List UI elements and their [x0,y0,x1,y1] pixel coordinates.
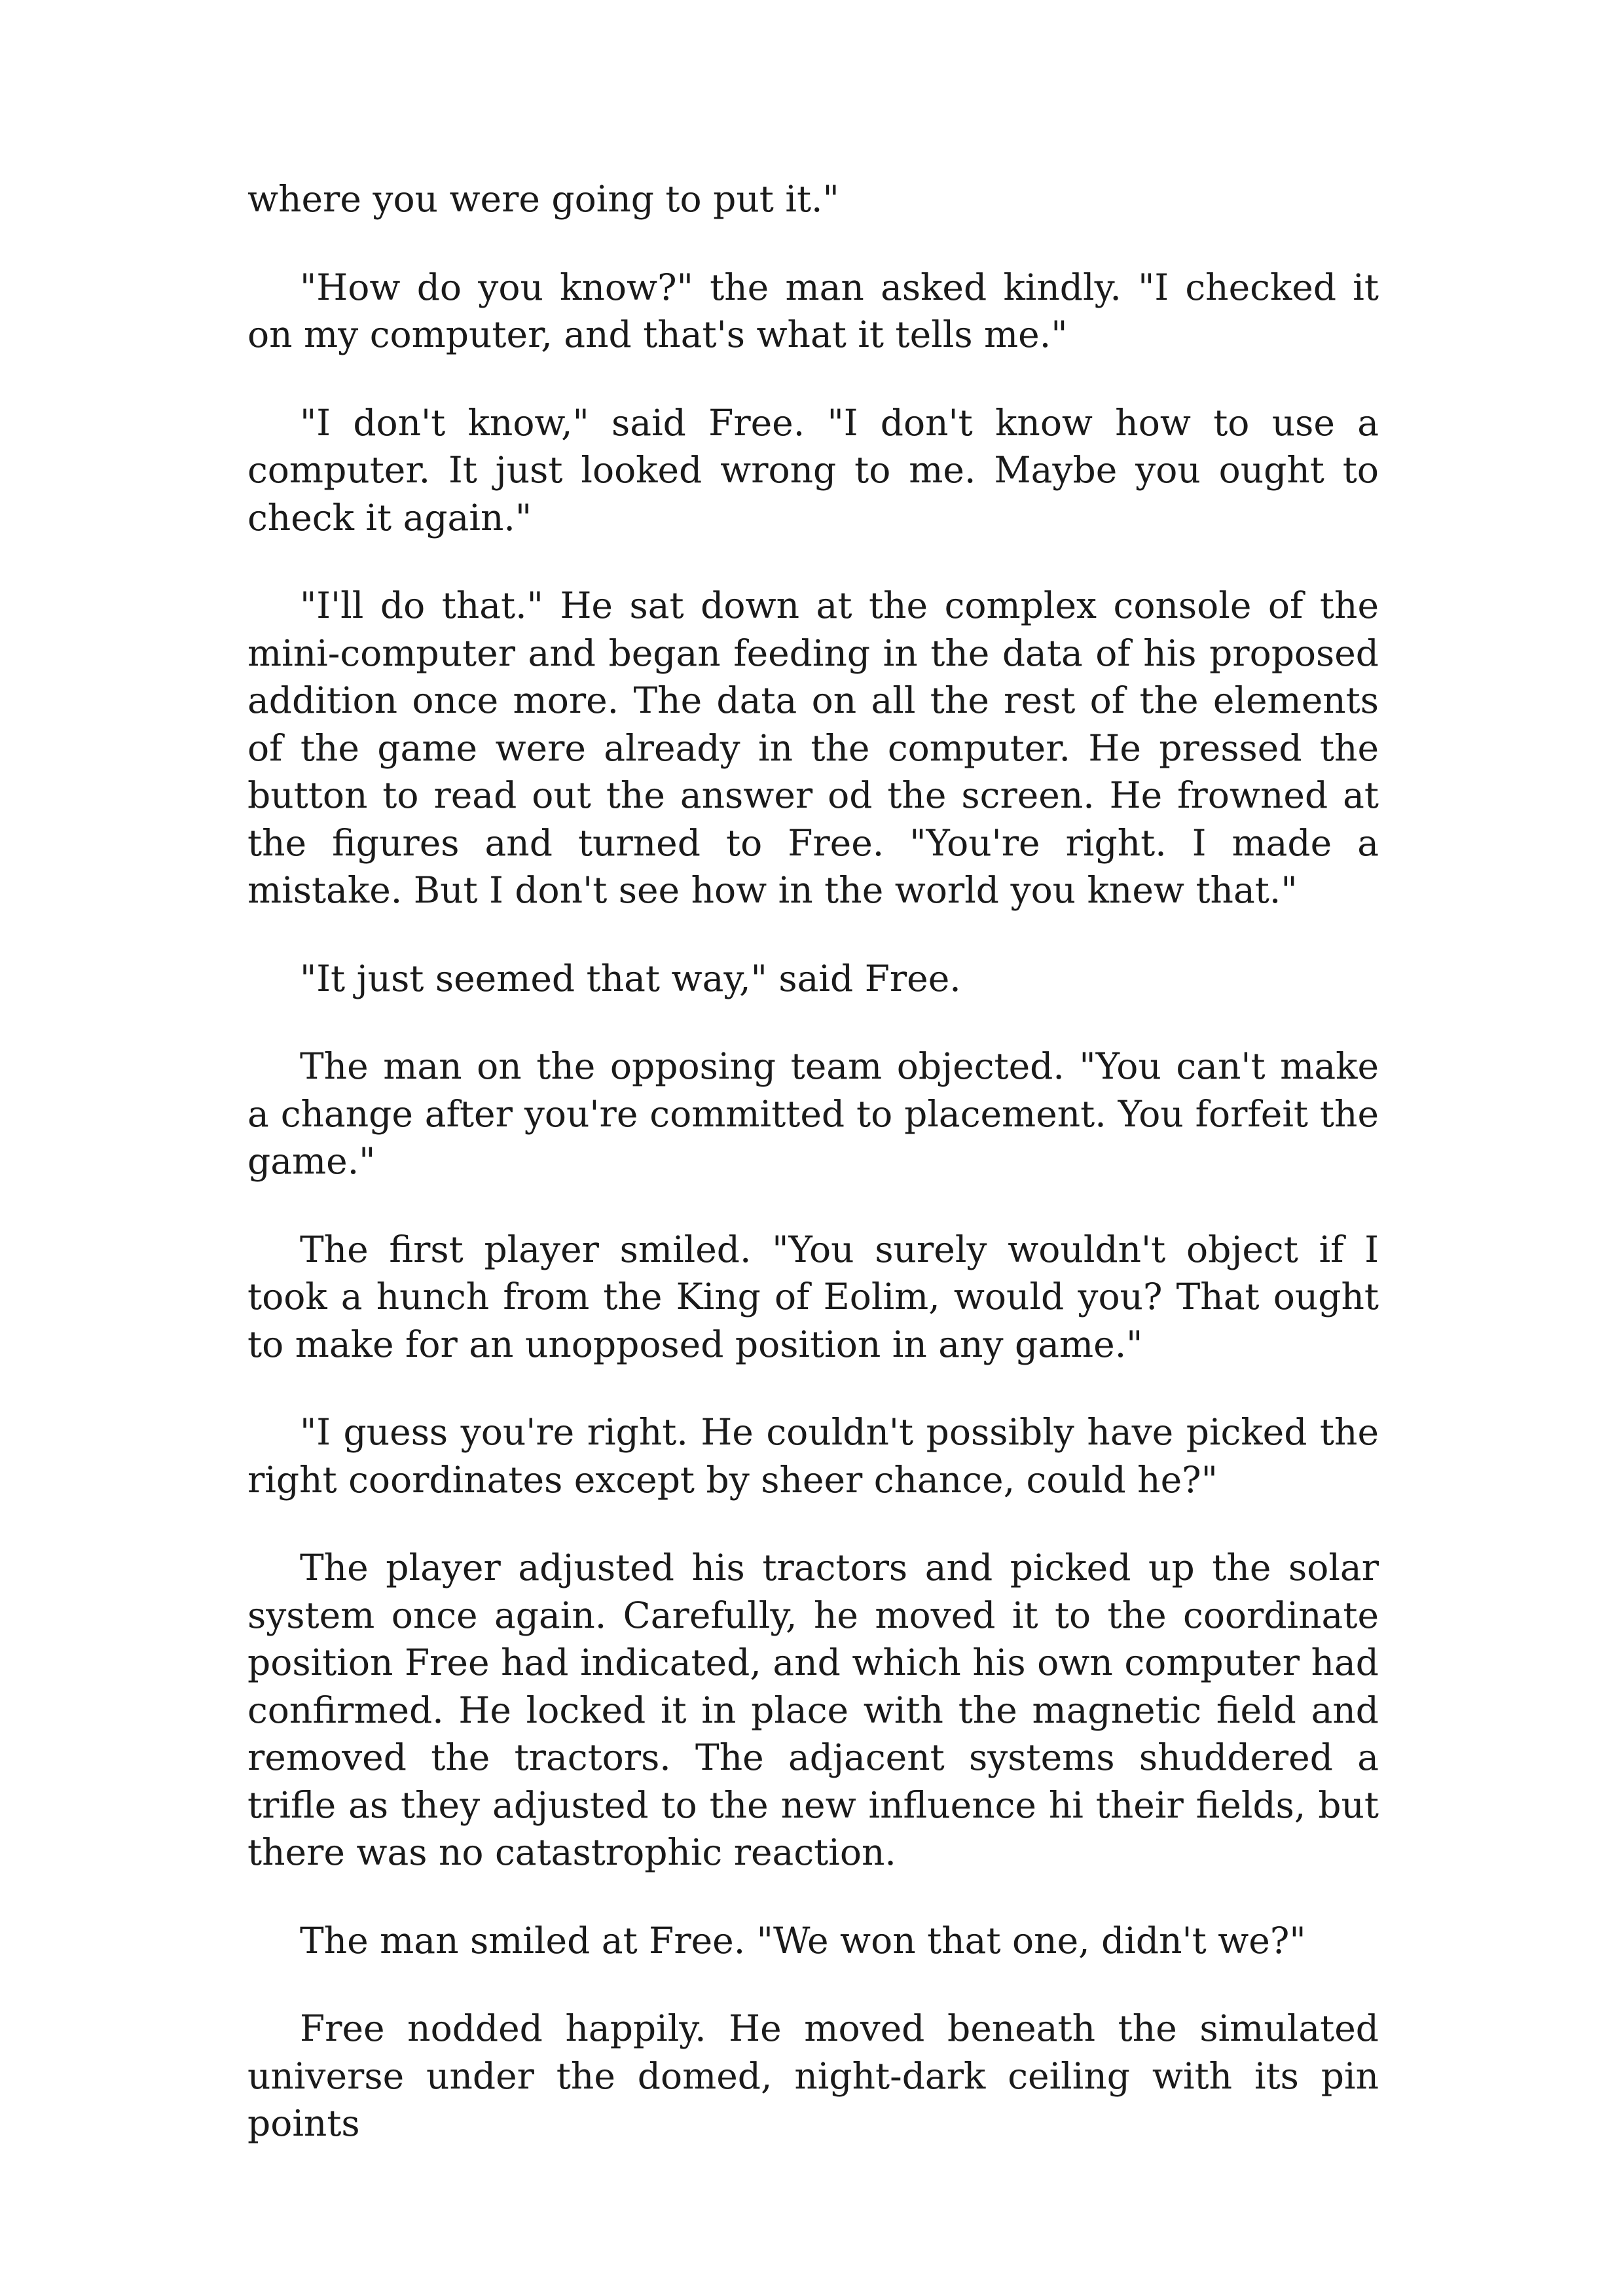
paragraph-7: The first player smiled. "You surely wouldn't object if I took a hunch from the King of Eolim, would you? That ought to make for an unopposed position in any game." [247,1228,1379,1365]
paragraph-4: "I'll do that." He sat down at the complex console of the mini-computer and began feeding in the data of his proposed addition once more. The data on all the rest of the elements of the game were already in the computer. He pressed the button to read out the answer od the screen. He frowned at the figures and turned to Free. "You're right. I made a mistake. But I don't see how in the world you knew that." [247,584,1379,911]
paragraph-11: Free nodded happily. He moved beneath the simulated universe under the domed, night-dark ceiling with its pin points [247,2007,1379,2144]
paragraph-3: "I don't know," said Free. "I don't know how to use a computer. It just looked wrong to me. Maybe you ought to check it again." [247,401,1379,539]
paragraph-9: The player adjusted his tractors and picked up the solar system once again. Carefully, he moved it to the coordinate position Free had indicated, and which his own computer had confirmed. He locked it in place with the magnetic field and removed the tractors. The adjacent systems shuddered a trifle as they adjusted to the new influence hi their fields, but there was no catastrophic reaction. [247,1547,1379,1873]
page-body [247,175,1379,2147]
paragraph-8: "I guess you're right. He couldn't possibly have picked the right coordinates except by sheer chance, could he?" [247,1411,1379,1501]
paragraph-10: The man smiled at Free. "We won that one, didn't we?" [300,1919,1306,1962]
paragraph-5: "It just seemed that way," said Free. [300,957,961,999]
paragraph-1: where you were going to put it." [247,178,839,220]
paragraph-2: "How do you know?" the man asked kindly. "I checked it on my computer, and that's what it tells me." [247,266,1379,355]
paragraph-6: The man on the opposing team objected. "You can't make a change after you're committed to placement. You forfeit the game." [247,1045,1379,1182]
